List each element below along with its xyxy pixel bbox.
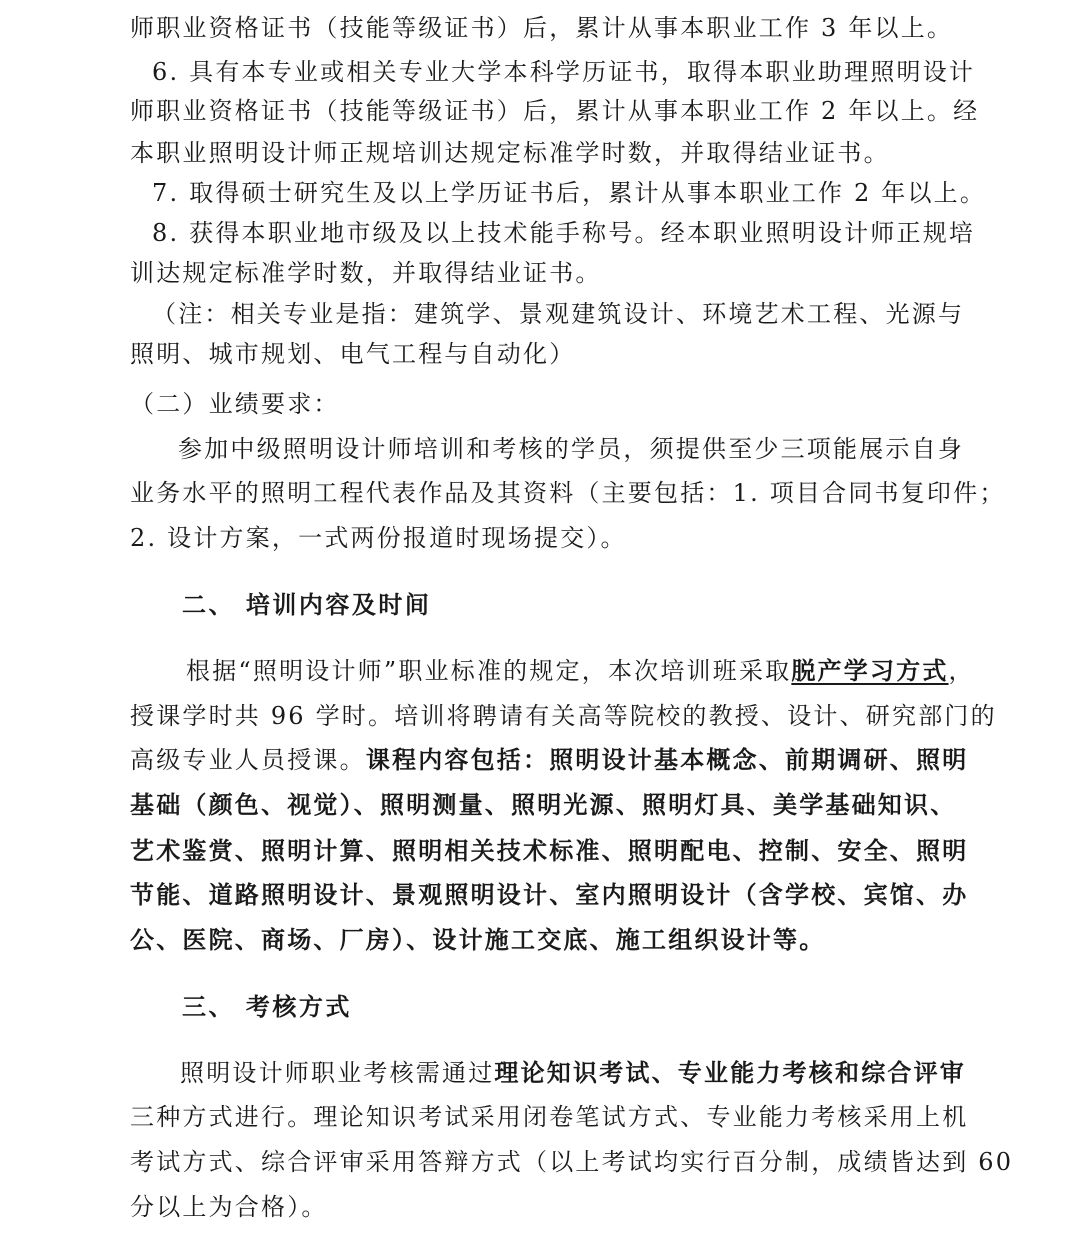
paragraph-line: 分以上为合格）。 bbox=[130, 1193, 328, 1221]
paragraph-line: 授课学时共 96 学时。培训将聘请有关高等院校的教授、设计、研究部门的 bbox=[130, 702, 997, 730]
paragraph-line: 2. 设计方案，一式两份报道时现场提交）。 bbox=[130, 524, 627, 552]
requirement-item-8: 8. 获得本职业地市级及以上技术能手称号。经本职业照明设计师正规培 bbox=[152, 219, 976, 247]
paragraph-line bbox=[0, 651, 1080, 691]
text-run: 照明设计师职业考核需通过 bbox=[180, 1059, 495, 1087]
requirement-item-7: 7. 取得硕士研究生及以上学历证书后，累计从事本职业工作 2 年以上。 bbox=[152, 179, 987, 207]
section-heading-2: 二、 培训内容及时间 bbox=[182, 591, 432, 619]
paragraph-line: 训达规定标准学时数，并取得结业证书。 bbox=[130, 259, 602, 287]
course-content-line: 基础（颜色、视觉）、照明测量、照明光源、照明灯具、美学基础知识、 bbox=[130, 791, 957, 819]
paragraph-line: 师职业资格证书（技能等级证书）后，累计从事本职业工作 2 年以上。经 bbox=[130, 97, 980, 125]
paragraph-line: 业务水平的照明工程代表作品及其资料（主要包括：1. 项目合同书复印件； bbox=[130, 479, 1006, 507]
paragraph-line: 三种方式进行。理论知识考试采用闭卷笔试方式、专业能力考核采用上机 bbox=[130, 1103, 969, 1131]
emphasis-text: 脱产学习方式 bbox=[791, 657, 949, 685]
requirement-item-6: 6. 具有本专业或相关专业大学本科学历证书，取得本职业助理照明设计 bbox=[152, 58, 976, 86]
paragraph-line: 师职业资格证书（技能等级证书）后，累计从事本职业工作 3 年以上。 bbox=[130, 14, 954, 42]
paragraph-line bbox=[0, 1053, 1080, 1093]
note-line: （注：相关专业是指：建筑学、景观建筑设计、环境艺术工程、光源与 bbox=[152, 300, 965, 328]
paragraph-line: 参加中级照明设计师培训和考核的学员，须提供至少三项能展示自身 bbox=[178, 435, 964, 463]
course-content-line: 公、医院、商场、厂房）、设计施工交底、施工组织设计等。 bbox=[130, 926, 826, 954]
section-heading-3: 三、 考核方式 bbox=[182, 993, 352, 1021]
subsection-title: （二）业绩要求： bbox=[130, 390, 340, 418]
paragraph-line: 考试方式、综合评审采用答辩方式（以上考试均实行百分制，成绩皆达到 60 bbox=[130, 1148, 1014, 1176]
paragraph-line: 本职业照明设计师正规培训达规定标准学时数，并取得结业证书。 bbox=[130, 139, 890, 167]
course-content-line: 艺术鉴赏、照明计算、照明相关技术标准、照明配电、控制、安全、照明 bbox=[130, 837, 969, 865]
course-content-text: 课程内容包括：照明设计基本概念、前期调研、照明 bbox=[365, 746, 969, 774]
text-run: 根据“照明设计师”职业标准的规定，本次培训班采取 bbox=[186, 657, 792, 685]
assessment-methods-text: 理论知识考试、专业能力考核和综合评审 bbox=[494, 1059, 967, 1087]
text-run: 高级专业人员授课。 bbox=[130, 746, 366, 774]
note-line: 照明、城市规划、电气工程与自动化） bbox=[130, 340, 576, 368]
text-run: ， bbox=[948, 657, 975, 685]
course-content-line: 节能、道路照明设计、景观照明设计、室内照明设计（含学校、宾馆、办 bbox=[130, 881, 969, 909]
paragraph-line bbox=[0, 740, 1080, 780]
